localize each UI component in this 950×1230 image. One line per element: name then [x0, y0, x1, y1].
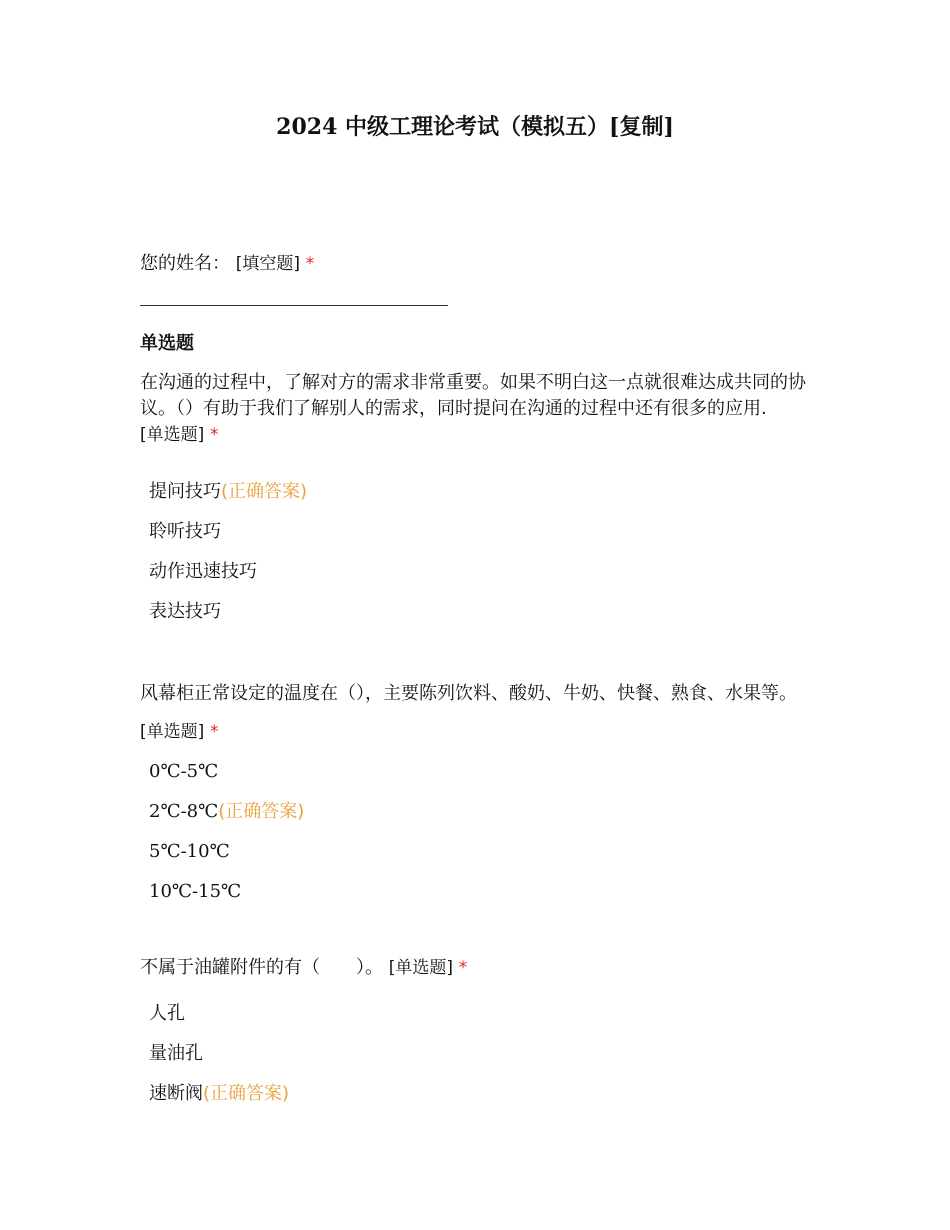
option-label: 0℃-5℃ [149, 761, 219, 782]
option-label: 5℃-10℃ [149, 841, 230, 862]
question-type-tag: [单选题] [140, 425, 205, 445]
q1-option-3[interactable] [149, 559, 257, 585]
question-3 [140, 955, 820, 981]
option-label: 2℃-8℃ [149, 801, 219, 822]
option-label: 10℃-15℃ [149, 881, 242, 902]
option-label: 聆听技巧 [149, 521, 221, 542]
question-type-tag: [单选题] [388, 958, 453, 978]
q2-option-1[interactable] [149, 759, 218, 785]
question-type-tag: [填空题] [235, 254, 300, 274]
q3-option-1[interactable] [149, 1001, 185, 1027]
q1-option-2[interactable] [149, 519, 221, 545]
q3-option-2[interactable] [149, 1041, 203, 1067]
q1-option-1[interactable] [149, 479, 307, 505]
question-type-tag: [单选题] [140, 722, 205, 742]
option-label: 表达技巧 [149, 601, 221, 622]
option-label: 量油孔 [149, 1043, 203, 1064]
q1-option-4[interactable] [149, 599, 221, 625]
name-answer-line [140, 305, 448, 306]
name-question [140, 251, 820, 277]
option-label: 提问技巧 [149, 481, 221, 502]
option-label: 动作迅速技巧 [149, 561, 257, 582]
correct-answer-mark: (正确答案) [218, 801, 305, 822]
q2-option-4[interactable] [149, 879, 241, 905]
question-3-text: 不属于油罐附件的有（ ）。 [140, 957, 383, 978]
q3-option-3[interactable] [149, 1081, 289, 1107]
question-1-text: 在沟通的过程中，了解对方的需求非常重要。如果不明白这一点就很难达成共同的协议。（）有助于我们了解别人的需求，同时提问在沟通的过程中还有很多的应用. [140, 372, 806, 419]
required-mark: * [210, 722, 219, 742]
q2-option-3[interactable] [149, 839, 230, 865]
required-mark: * [458, 958, 468, 978]
question-2-text: 风幕柜正常设定的温度在（），主要陈列饮料、酸奶、牛奶、快餐、熟食、水果等。 [140, 683, 797, 704]
correct-answer-mark: (正确答案) [221, 481, 308, 502]
required-mark: * [210, 425, 219, 445]
option-label: 人孔 [149, 1003, 185, 1024]
question-2 [140, 675, 820, 751]
required-mark: * [305, 254, 315, 274]
name-question-label: 您的姓名： [140, 253, 230, 274]
q2-option-2[interactable] [149, 799, 304, 825]
option-label: 速断阀 [149, 1083, 203, 1104]
question-1 [140, 370, 820, 448]
page-title: 2024 中级工理论考试（模拟五）[复制] [276, 114, 674, 140]
correct-answer-mark: (正确答案) [203, 1083, 290, 1104]
section-title: 单选题 [140, 333, 194, 354]
